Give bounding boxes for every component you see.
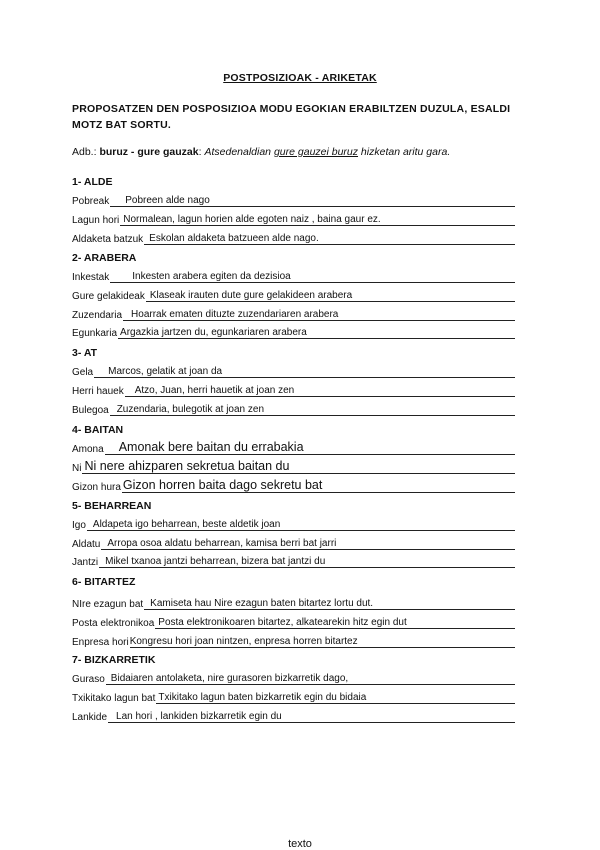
answer-text: Klaseak irauten dute gure gelakideen arabera: [149, 290, 353, 301]
exercise-row: [72, 193, 515, 207]
answer-line[interactable]: [110, 402, 515, 416]
answer-line[interactable]: [125, 383, 515, 397]
prompt-word: Inkestak: [72, 272, 110, 283]
answer-line[interactable]: [120, 212, 515, 226]
instruction-text: PROPOSATZEN DEN POSPOSIZIOA MODU EGOKIAN ERABILTZEN DUZULA, ESALDI MOTZ BAT SORTU.: [72, 103, 511, 131]
answer-line[interactable]: [101, 536, 515, 550]
answer-text: Posta elektronikoaren bitartez, alkatearekin hitz egin dut: [158, 617, 407, 628]
exercise-row: [72, 690, 515, 704]
answer-text: Kongresu hori joan nintzen, enpresa horren bitartez: [129, 636, 358, 647]
answer-text: Gizon horren baita dago sekretu bat: [122, 479, 323, 492]
prompt-word: Gizon hura: [72, 482, 121, 493]
answer-text: Aldapeta igo beharrean, beste aldetik joan: [92, 519, 281, 530]
answer-text: Eskolan aldaketa batzueen alde nago.: [149, 233, 319, 244]
exercise-row: [72, 307, 515, 321]
section-heading-bitartez: 6- BITARTEZ: [72, 576, 136, 588]
answer-line[interactable]: [156, 690, 515, 704]
exercise-row: [72, 383, 515, 397]
exercise-row: [72, 479, 515, 493]
prompt-word: Egunkaria: [72, 328, 118, 339]
exercise-row: [72, 231, 515, 245]
example-line: [72, 146, 450, 158]
example-colon: :: [198, 146, 205, 158]
prompt-word: Zuzendaria: [72, 310, 123, 321]
answer-line[interactable]: [155, 615, 515, 629]
example-prefix: Adb.:: [72, 146, 100, 158]
answer-line[interactable]: [99, 554, 515, 568]
exercise-row: [72, 364, 515, 378]
answer-text: Ni nere ahizparen sekretua baitan du: [84, 460, 290, 473]
exercise-row: [72, 402, 515, 416]
prompt-word: Jantzi: [72, 557, 99, 568]
exercise-row: [72, 269, 515, 283]
example-italic-after: hizketan aritu gara.: [358, 146, 451, 158]
prompt-word: Aldatu: [72, 539, 101, 550]
answer-line[interactable]: [82, 460, 515, 474]
answer-line[interactable]: [118, 325, 515, 339]
answer-line[interactable]: [144, 231, 515, 245]
example-underlined: gure gauzei buruz: [273, 146, 359, 158]
prompt-word: Guraso: [72, 674, 105, 685]
answer-line[interactable]: [144, 596, 515, 610]
exercise-row: [72, 709, 515, 723]
section-heading-alde: 1- ALDE: [72, 176, 113, 188]
answer-text: Bidaiaren antolaketa, nire gurasoren bizkarretik dago,: [110, 673, 349, 684]
prompt-word: Ni: [72, 463, 82, 474]
section-heading-arabera: 2- ARABERA: [72, 252, 137, 264]
exercise-row: [72, 212, 515, 226]
answer-text: Txikitako lagun baten bizkarretik egin du bidaia: [158, 692, 367, 703]
answer-text: Zuzendaria, bulegotik at joan zen: [116, 404, 265, 415]
prompt-word: Posta elektronikoa: [72, 618, 155, 629]
section-heading-at: 3- AT: [72, 347, 98, 359]
answer-text: Pobreen alde nago: [125, 195, 210, 206]
answer-line[interactable]: [108, 709, 515, 723]
answer-text: Argazkia jartzen du, egunkariaren arabera: [120, 327, 307, 338]
exercise-row: [72, 671, 515, 685]
prompt-word: Pobreak: [72, 196, 110, 207]
exercise-row: [72, 460, 515, 474]
exercise-row: [72, 596, 515, 610]
prompt-word: Lagun hori: [72, 215, 120, 226]
prompt-word: Lankide: [72, 712, 108, 723]
answer-line[interactable]: [123, 307, 515, 321]
answer-text: Marcos, gelatik at joan da: [108, 366, 223, 377]
answer-text: Mikel txanoa jantzi beharrean, bizera bat jantzi du: [105, 556, 326, 567]
prompt-word: Enpresa hori: [72, 637, 129, 648]
answer-line[interactable]: [110, 193, 515, 207]
exercise-row: [72, 615, 515, 629]
answer-line[interactable]: [122, 479, 515, 493]
answer-line[interactable]: [130, 634, 515, 648]
exercise-row: [72, 536, 515, 550]
answer-line[interactable]: [94, 364, 515, 378]
page-footer: texto: [288, 838, 312, 850]
answer-text: Kamiseta hau Nire ezagun baten bitartez lortu dut.: [150, 598, 374, 609]
prompt-word: Bulegoa: [72, 405, 109, 416]
prompt-word: Gure gelakideak: [72, 291, 145, 302]
answer-text: Arropa osoa aldatu beharrean, kamisa berri bat jarri: [107, 538, 337, 549]
answer-line[interactable]: [87, 517, 515, 531]
answer-text: Hoarrak ematen dituzte zuzendariaren arabera: [131, 309, 339, 320]
page-title: POSTPOSIZIOAK - ARIKETAK: [223, 72, 377, 84]
exercise-row: [72, 634, 515, 648]
answer-line[interactable]: [146, 288, 515, 302]
prompt-word: Gela: [72, 367, 94, 378]
answer-line[interactable]: [110, 269, 515, 283]
answer-line[interactable]: [105, 441, 515, 455]
answer-text: Inkesten arabera egiten da dezisioa: [132, 271, 291, 282]
answer-text: Normalean, lagun horien alde egoten naiz , baina gaur ez.: [123, 214, 381, 225]
answer-text: Amonak bere baitan du errabakia: [118, 441, 304, 454]
prompt-word: NIre ezagun bat: [72, 599, 144, 610]
section-heading-baitan: 4- BAITAN: [72, 424, 124, 436]
prompt-word: Txikitako lagun bat: [72, 693, 156, 704]
prompt-word: Igo: [72, 520, 86, 531]
section-heading-beharrean: 5- BEHARREAN: [72, 500, 152, 512]
answer-line[interactable]: [106, 671, 515, 685]
exercise-row: [72, 441, 515, 455]
exercise-row: [72, 288, 515, 302]
example-keyword: buruz - gure gauzak: [99, 146, 199, 158]
answer-text: Atzo, Juan, herri hauetik at joan zen: [134, 385, 295, 396]
exercise-row: [72, 517, 515, 531]
example-italic-before: Atsedenaldian: [204, 146, 274, 158]
prompt-word: Herri hauek: [72, 386, 124, 397]
answer-text: Lan hori , lankiden bizkarretik egin du: [116, 711, 282, 722]
exercise-row: [72, 554, 515, 568]
prompt-word: Aldaketa batzuk: [72, 234, 144, 245]
section-heading-bizkarretik: 7- BIZKARRETIK: [72, 654, 156, 666]
prompt-word: Amona: [72, 444, 104, 455]
exercise-row: [72, 325, 515, 339]
